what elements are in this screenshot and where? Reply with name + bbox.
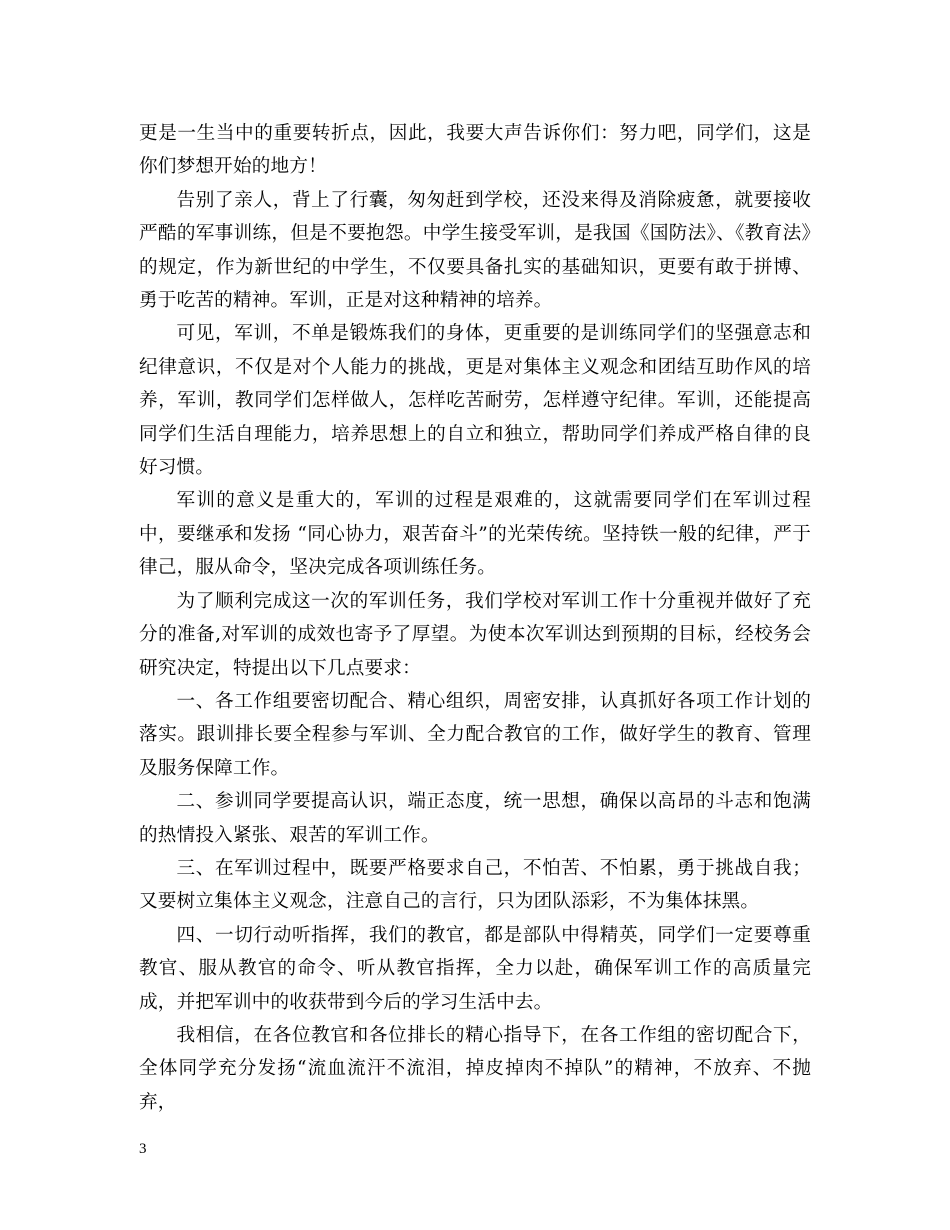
paragraph: 可见，军训，不单是锻炼我们的身体，更重要的是训练同学们的坚强意志和纪律意识，不仅是对个人能力的挑战，更是对集体主义观念和团结互助作风的培养，军训，教同学们怎样做人，怎样吃苦耐劳，怎样遵守纪律。军训，还能提高同学们生活自理能力，培养思想上的自立和独立，帮助同学们养成严格自律的良好习惯。 bbox=[139, 323, 811, 479]
requirement-item-2: 二、参训同学要提高认识，端正态度，统一思想，确保以高昂的斗志和饱满的热情投入紧张、艰苦的军训工作。 bbox=[139, 791, 811, 846]
requirement-item-3: 三、在军训过程中，既要严格要求自己，不怕苦、不怕累，勇于挑战自我；又要树立集体主义观念，注意自己的言行，只为团队添彩，不为集体抹黑。 bbox=[139, 857, 811, 913]
requirement-item-1: 一、各工作组要密切配合、精心组织，周密安排，认真抓好各项工作计划的落实。跟训排长要全程参与军训、全力配合教官的工作，做好学生的教育、管理及服务保障工作。 bbox=[139, 690, 811, 779]
page-number: 3 bbox=[139, 1141, 147, 1157]
paragraph: 告别了亲人，背上了行囊，匆匆赶到学校，还没来得及消除疲惫，就要接收严酷的军事训练，但是不要抱怨。中学生接受军训，是我国《国防法》、《教育法》的规定，作为新世纪的中学生，不仅要具备扎实的基础知识，更要有敢于拼博、勇于吃苦的精神。军训，正是对这种精神的培养。 bbox=[139, 189, 811, 312]
paragraph-closing: 我相信，在各位教官和各位排长的精心指导下，在各工作组的密切配合下，全体同学充分发扬“流血流汗不流泪，掉皮掉肉不掉队”的精神，不放弃、不抛弃， bbox=[139, 1024, 811, 1113]
paragraph: 军训的意义是重大的，军训的过程是艰难的，这就需要同学们在军训过程中，要继承和发扬 “同心协力，艰苦奋斗”的光荣传统。坚持铁一般的纪律，严于律己，服从命令，坚决完成各项训练任务。 bbox=[139, 490, 811, 579]
body-text bbox=[139, 117, 811, 1119]
paragraph-continuation: 更是一生当中的重要转折点，因此，我要大声告诉你们：努力吧，同学们，这是你们梦想开始的地方！ bbox=[139, 123, 811, 178]
paragraph: 为了顺利完成这一次的军训任务，我们学校对军训工作十分重视并做好了充分的准备,对军训的成效也寄予了厚望。为使本次军训达到预期的目标，经校务会研究决定，特提出以下几点要求： bbox=[139, 590, 811, 679]
requirement-item-4: 四、一切行动听指挥，我们的教官，都是部队中得精英，同学们一定要尊重教官、服从教官的命令、听从教官指挥，全力以赴，确保军训工作的高质量完成，并把军训中的收获带到今后的学习生活中去。 bbox=[139, 924, 811, 1013]
